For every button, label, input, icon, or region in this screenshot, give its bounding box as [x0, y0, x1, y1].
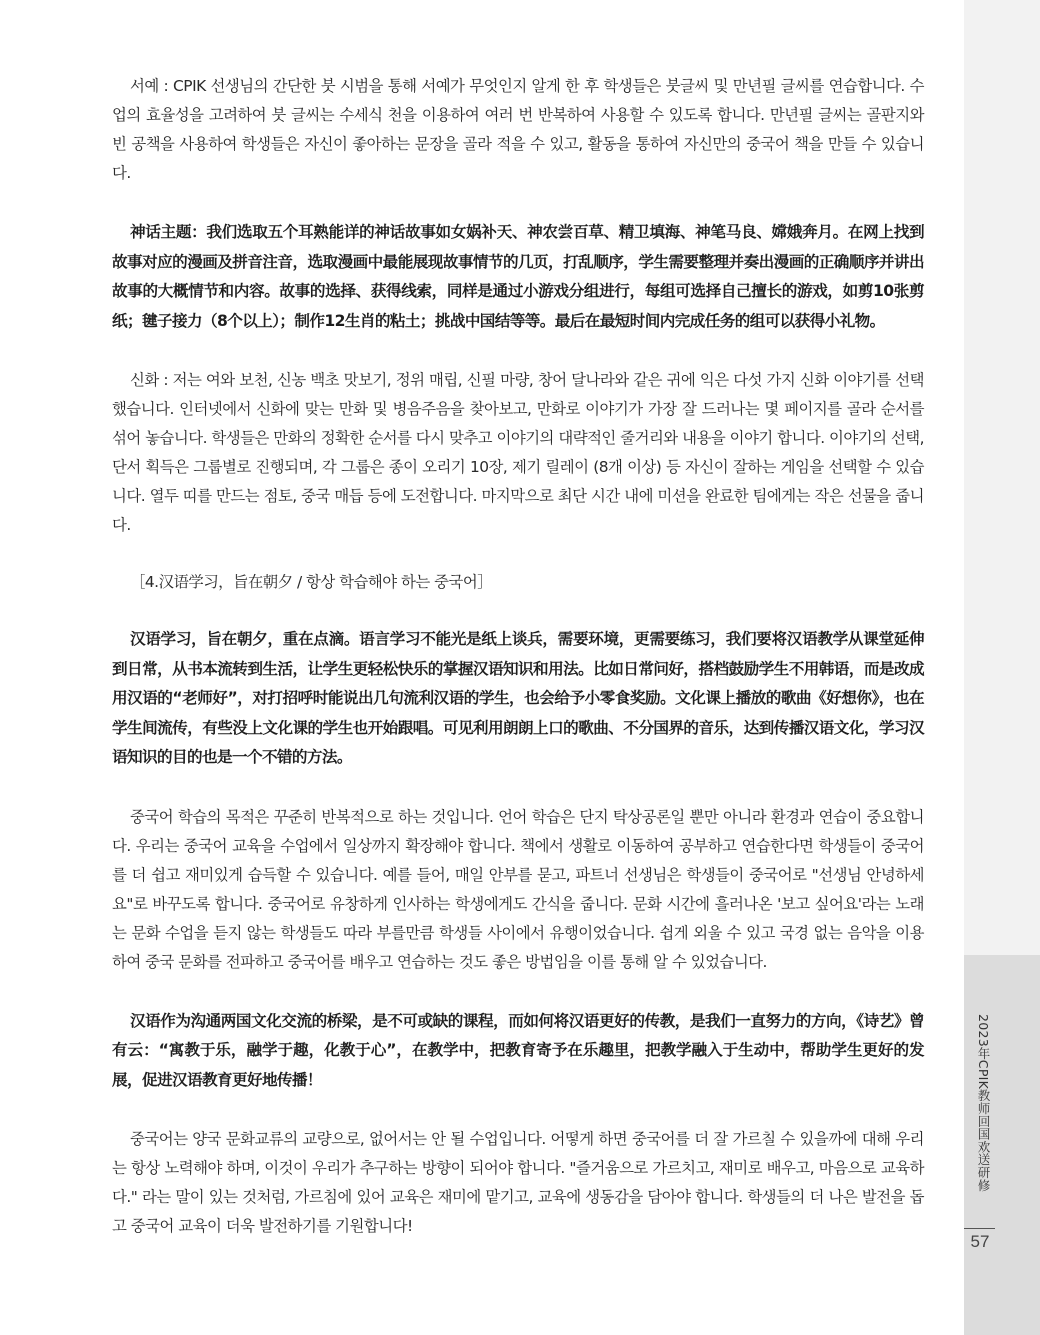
page-number-rule	[964, 1228, 995, 1229]
paragraph-bridge-ko: 중국어는 양국 문화교류의 교량으로, 없어서는 안 될 수업입니다. 어떻게 하면 중국어를 더 잘 가르칠 수 있을까에 대해 우리는 항상 노력해야 하며, 이것이 우리가 추구하는 방향이 되어야 합니다. "즐거움으로 가르치고, 재미로 배우고, 마음으로 교육하다." 라는 말이 있는 것처럼, 가르침에 있어 교육은 재미에 맡기고, 교육에 생동감을 담아야 합니다. 학생들의 더 나은 발전을 돕고 중국어 교육이 더욱 발전하기를 기원합니다!	[112, 1130, 924, 1235]
paragraph-daily-learning-ko: 중국어 학습의 목적은 꾸준히 반복적으로 하는 것입니다. 언어 학습은 단지 탁상공론일 뿐만 아니라 환경과 연습이 중요합니다. 우리는 중국어 교육을 수업에서 일상까지 확장해야 합니다. 책에서 생활로 이동하여 공부하고 연습한다면 학생들이 중국어를 더 쉽고 재미있게 습득할 수 있습니다. 예를 들어, 매일 안부를 묻고, 파트너 선생님은 학생들이 중국어로 "선생님 안녕하세요"로 바꾸도록 합니다. 중국어로 유창하게 인사하는 학생에게도 간식을 줍니다. 문화 시간에 흘러나온 '보고 싶어요'라는 노래는 문화 수업을 듣지 않는 학생들도 따라 부를만큼 학생들 사이에서 유행이었습니다. 쉽게 외울 수 있고 국경 없는 음악을 이용하여 중국 문화를 전파하고 중국어를 배우고 연습하는 것도 좋은 방법임을 이를 통해 알 수 있었습니다.	[112, 807, 924, 971]
paragraph-mythology-zh: 神话主题：我们选取五个耳熟能详的神话故事如女娲补天、神农尝百草、精卫填海、神笔马良、嫦娥奔月。在网上找到故事对应的漫画及拼音注音，选取漫画中最能展现故事情节的几页，打乱顺序，学生需要整理并奏出漫画的正确顺序并讲出故事的大概情节和内容。故事的选择、获得线索，同样是通过小游戏分组进行，每组可选择自己擅长的游戏，如剪10张剪纸；毽子接力（8个以上）；制作12生肖的粘土；挑战中国结等等。最后在最短时间内完成任务的组可以获得小礼物。	[112, 223, 924, 330]
sidebar-background-top	[964, 0, 1040, 955]
paragraph-bridge-zh: 汉语作为沟通两国文化交流的桥梁，是不可或缺的课程，而如何将汉语更好的传教，是我们一直努力的方向，《诗艺》曾有云：“寓教于乐，融学于趣，化教于心”，在教学中，把教育寄予在乐趣里，把教学融入于生动中，帮助学生更好的发展，促进汉语教育更好地传播！	[112, 1011, 924, 1089]
paragraph-daily-learning-zh: 汉语学习，旨在朝夕，重在点滴。语言学习不能光是纸上谈兵，需要环境，更需要练习，我们要将汉语教学从课堂延伸到日常，从书本流转到生活，让学生更轻松快乐的掌握汉语知识和用法。比如日常问好，搭档鼓励学生不用韩语，而是改成用汉语的“老师好”，对打招呼时能说出几句流利汉语的学生，也会给予小零食奖励。文化课上播放的歌曲《好想你》，也在学生间流传，有些没上文化课的学生也开始跟唱。可见利用朗朗上口的歌曲、不分国界的音乐，达到传播汉语文化，学习汉语知识的目的也是一个不错的方法。	[112, 630, 924, 766]
page-number: 57	[970, 1232, 990, 1251]
running-title: 2023年CPIK教师回国欢送研修	[976, 1014, 991, 1192]
paragraph-mythology-ko: 신화 : 저는 여와 보천, 신농 백초 맛보기, 정위 매립, 신필 마량, 창어 달나라와 같은 귀에 익은 다섯 가지 신화 이야기를 선택했습니다. 인터넷에서 신화에 맞는 만화 및 병음주음을 찾아보고, 만화로 이야기가 가장 잘 드러나는 몇 페이지를 골라 순서를 섞어 놓습니다. 학생들은 만화의 정확한 순서를 다시 맞추고 이야기의 대략적인 줄거리와 내용을 이야기 합니다. 이야기의 선택, 단서 획득은 그룹별로 진행되며, 각 그룹은 종이 오리기 10장, 제기 릴레이 (8개 이상) 등 자신이 잘하는 게임을 선택할 수 있습니다. 열두 띠를 만드는 점토, 중국 매듭 등에 도전합니다. 마지막으로 최단 시간 내에 미션을 완료한 팀에게는 작은 선물을 줍니다.	[112, 371, 924, 534]
section-heading: ［4.汉语学习，旨在朝夕 / 항상 학습해야 하는 중국어］	[130, 573, 493, 591]
paragraph-calligraphy-ko: 서예 : CPIK 선생님의 간단한 붓 시범을 통해 서예가 무엇인지 알게 한 후 학생들은 붓글씨 및 만년필 글씨를 연습합니다. 수업의 효율성을 고려하여 붓 글씨는 수세식 천을 이용하여 여러 번 반복하여 사용할 수 있도록 합니다. 만년필 글씨는 골판지와 빈 공책을 사용하여 학생들은 자신이 좋아하는 문장을 골라 적을 수 있고, 활동을 통하여 자신만의 중국어 책을 만들 수 있습니다.	[112, 77, 924, 182]
document-body	[112, 72, 924, 1241]
